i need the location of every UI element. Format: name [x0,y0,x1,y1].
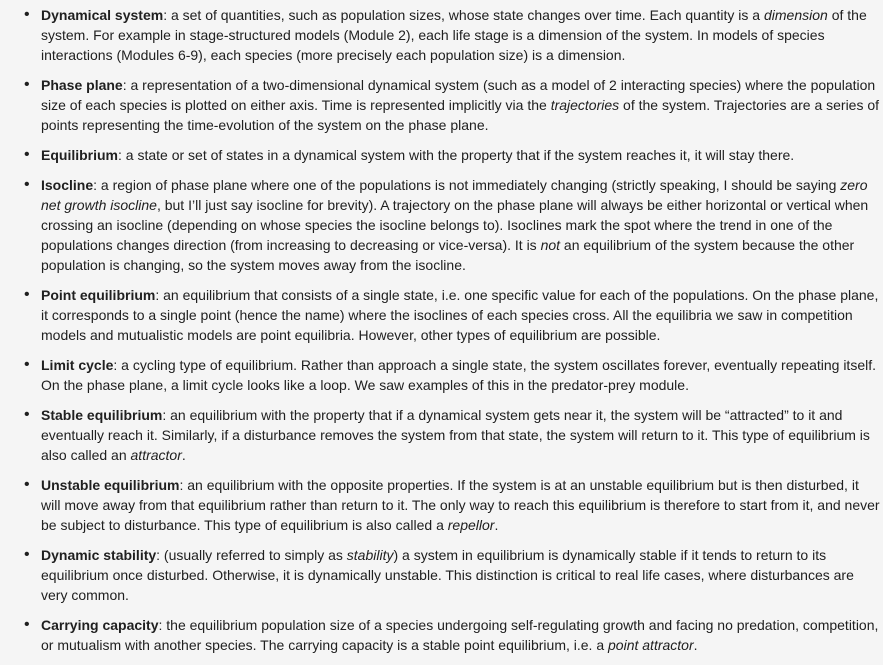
glossary-item [0,285,883,345]
emphasized-text: dimension [763,7,828,23]
glossary-term: Equilibrium [41,147,118,163]
definition-text: : a state or set of states in a dynamical system with the property that if the system reaches it, it will stay there. [118,147,795,163]
definition-text: an equilibrium of the system because the other population is changing, so the system moves away from the isocline. [41,237,855,273]
glossary-term: Limit cycle [41,357,114,373]
definition-text: . [181,447,186,463]
glossary-item [0,475,883,535]
glossary-item [0,405,883,465]
definition-text: : an equilibrium with the opposite properties. If the system is at an unstable equilibrium but is then disturbed, it will move away from that equilibrium rather than return to it. The only way to reach this equilibrium is therefore to start from it, and never be subject to disturbance. This type of equilibrium is also called a [41,477,880,533]
glossary-term: Dynamical system [41,7,164,23]
glossary-item [0,355,883,395]
definition-text: of the system. For example in stage-structured models (Module 2), each life stage is a dimension of the system. In models of species interactions (Modules 6-9), each species (more precisely each population size) is a dimension. [41,7,867,63]
definition-text: ) a system in equilibrium is dynamically stable if it tends to return to its equilibrium once disturbed. Otherwise, it is dynamically unstable. This distinction is critical to real life cases, where disturbances are very common. [41,547,854,603]
definition-text: : a set of quantities, such as population sizes, whose state changes over time. Each quantity is a [163,7,764,23]
definition-text: : an equilibrium with the property that if a dynamical system gets near it, the system will be “attracted” to it and eventually reach it. Similarly, if a disturbance removes the system from that state, the system will return to it. This type of equilibrium is also called an [41,407,870,463]
emphasized-text: attractor [130,447,182,463]
emphasized-text: not [540,237,561,253]
definition-text: , but I’ll just say isocline for brevity). A trajectory on the phase plane will always be either horizontal or vertical when crossing an isocline (depending on whose species the isocline belongs to). Isoclines mark the spot where the trend in one of the populations changes direction (from increasing to decreasing or vice-versa). It is [41,197,869,253]
emphasized-text: stability [346,547,394,563]
definition-text: : the equilibrium population size of a species undergoing self-regulating growth and facing no predation, competition, or mutualism with another species. The carrying capacity is a stable point equilibrium, i.e. a [41,617,879,653]
glossary-term: Point equilibrium [41,287,156,303]
glossary-item [0,175,883,275]
glossary-term: Isocline [41,177,94,193]
definition-text: : a region of phase plane where one of the populations is not immediately changing (strictly speaking, I should be saying [93,177,841,193]
glossary-term: Unstable equilibrium [41,477,180,493]
emphasized-text: zero net growth isocline [41,177,868,213]
emphasized-text: point attractor [608,637,694,653]
definition-text: of the system. Trajectories are a series of points representing the time-evolution of the system on the phase plane. [41,97,880,133]
glossary-term: Stable equilibrium [41,407,163,423]
glossary-term: Dynamic stability [41,547,157,563]
glossary-item [0,145,883,165]
glossary-item [0,75,883,135]
definition-text: : a cycling type of equilibrium. Rather than approach a single state, the system oscillates forever, eventually repeating itself. On the phase plane, a limit cycle looks like a loop. We saw examples of this in the predator-prey module. [41,357,876,393]
definition-text: : a representation of a two-dimensional dynamical system (such as a model of 2 interacting species) where the population size of each species is plotted on either axis. Time is represented implicitly via the [41,77,876,113]
definition-text: : an equilibrium that consists of a single state, i.e. one specific value for each of the populations. On the phase plane, it corresponds to a single point (hence the name) where the isoclines of each species cross. All the equilibria we saw in competition models and mutualistic models are point equilibria. However, other types of equilibrium are possible. [41,287,879,343]
definition-text: . [693,637,698,653]
emphasized-text: trajectories [550,97,620,113]
glossary-item [0,615,883,655]
emphasized-text: repellor [447,517,495,533]
glossary-item [0,545,883,605]
glossary-term: Phase plane [41,77,123,93]
glossary-term: Carrying capacity [41,617,159,633]
glossary-item [0,5,883,65]
definition-text: . [494,517,499,533]
definition-text: : (usually referred to simply as [156,547,347,563]
